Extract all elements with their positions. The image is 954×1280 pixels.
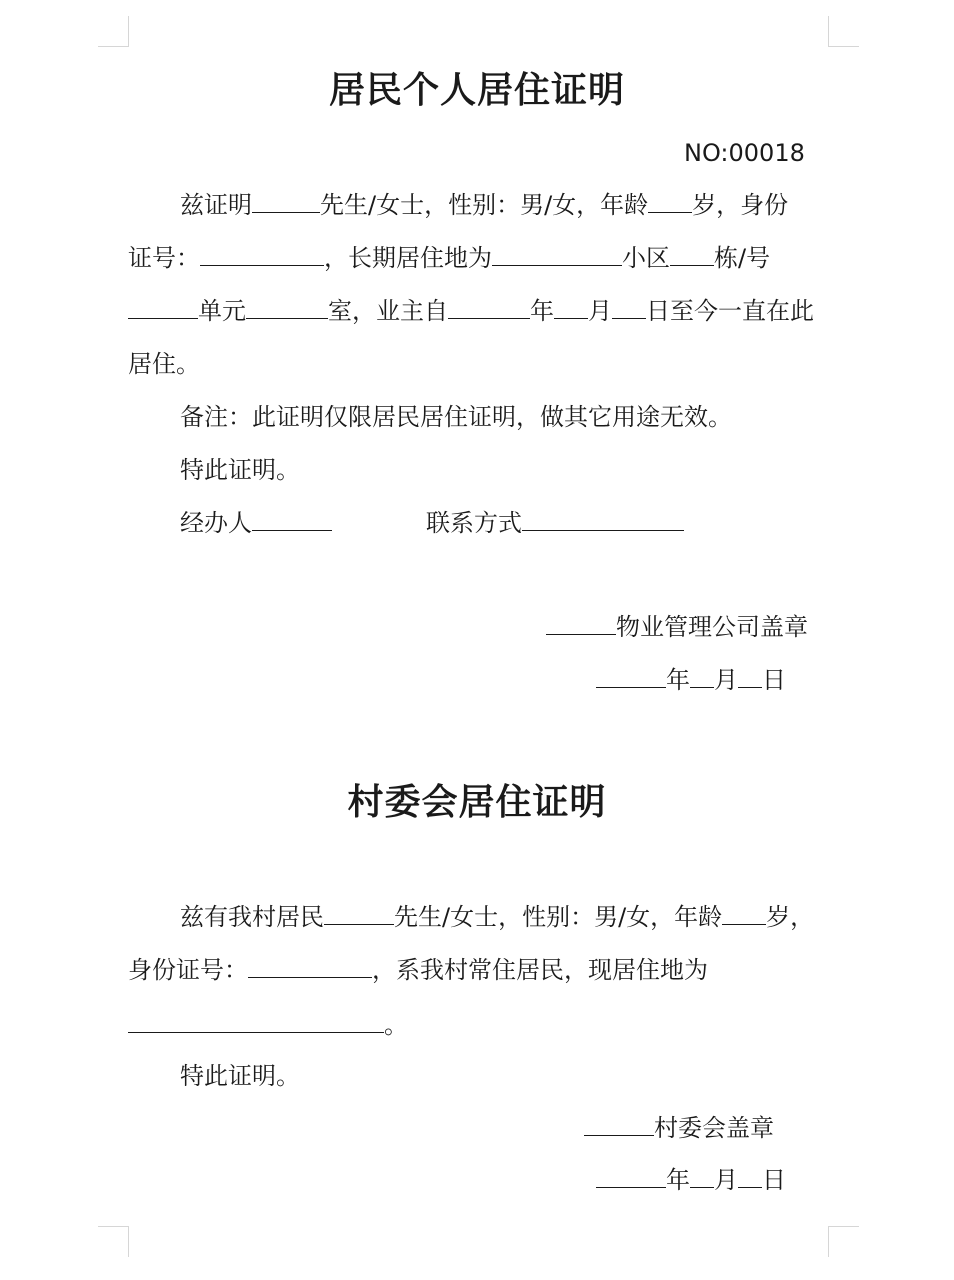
doc1-date-day-blank[interactable]: [738, 665, 762, 688]
doc2-p1-text-a: 兹有我村居民: [180, 903, 324, 931]
villager-name-blank[interactable]: [324, 902, 394, 925]
doc2-date-month-label: 月: [714, 1166, 738, 1194]
id-number-blank[interactable]: [200, 243, 324, 266]
doc1-paragraph-line-1: [180, 190, 788, 220]
doc1-p1-text-c: 岁，身份: [692, 191, 789, 219]
doc1-special-statement: 特此证明。: [180, 456, 300, 484]
doc2-date-year-label: 年: [666, 1166, 690, 1194]
doc2-date-month-blank[interactable]: [690, 1165, 714, 1188]
doc1-paragraph-line-2: [128, 243, 770, 273]
since-month-blank[interactable]: [554, 296, 588, 319]
doc2-title: 村委会居住证明: [347, 782, 607, 823]
doc1-date-month-label: 月: [714, 666, 738, 694]
doc1-p2-text-b: ，长期居住地为: [324, 244, 492, 272]
doc1-date-day-label: 日: [762, 666, 786, 694]
unit-blank[interactable]: [128, 296, 198, 319]
doc1-p3-text-c: 年: [530, 297, 554, 325]
doc2-p2-text-a: 身份证号：: [128, 956, 248, 984]
residence-blank[interactable]: [492, 243, 622, 266]
villager-address-blank[interactable]: [128, 1010, 384, 1033]
crop-mark-top-right: [828, 16, 859, 47]
doc2-p3-end: 。: [384, 1011, 408, 1039]
doc2-special-statement: 特此证明。: [180, 1062, 300, 1090]
age-blank[interactable]: [648, 190, 692, 213]
name-blank[interactable]: [252, 190, 320, 213]
doc1-number: NO:00018: [684, 139, 805, 167]
handler-label: 经办人: [180, 509, 252, 537]
doc1-p2-text-c: 小区: [622, 244, 670, 272]
doc1-p3-text-b: 室，业主自: [328, 297, 448, 325]
doc2-p2-text-b: ，系我村常住居民，现居住地为: [372, 956, 708, 984]
doc2-p1-text-b: 先生/女士，性别：男/女，年龄: [394, 903, 723, 931]
doc1-date-year-label: 年: [666, 666, 690, 694]
doc1-p1-text-b: 先生/女士，性别：男/女，年龄: [320, 191, 649, 219]
crop-mark-bottom-left: [98, 1226, 129, 1257]
doc1-date-month-blank[interactable]: [690, 665, 714, 688]
doc1-p1-text-a: 兹证明: [180, 191, 252, 219]
since-year-blank[interactable]: [448, 296, 530, 319]
handler-blank[interactable]: [252, 508, 332, 531]
doc2-seal-line: [584, 1113, 774, 1143]
crop-mark-top-left: [98, 16, 129, 47]
villager-age-blank[interactable]: [722, 902, 766, 925]
village-seal-blank[interactable]: [584, 1113, 654, 1136]
doc2-paragraph-line-1: [180, 902, 814, 932]
since-day-blank[interactable]: [612, 296, 646, 319]
contact-label: 联系方式: [426, 509, 522, 537]
doc1-p3-text-e: 日至今一直在此: [646, 297, 814, 325]
villager-id-blank[interactable]: [248, 955, 372, 978]
seal-blank[interactable]: [546, 612, 616, 635]
doc1-handler-line: [180, 508, 332, 538]
doc1-date-year-blank[interactable]: [596, 665, 666, 688]
doc2-date-day-label: 日: [762, 1166, 786, 1194]
doc2-seal-label: 村委会盖章: [654, 1114, 774, 1142]
doc1-paragraph-line-3: [128, 296, 814, 326]
doc1-paragraph-line-4: 居住。: [128, 350, 200, 378]
doc2-date-day-blank[interactable]: [738, 1165, 762, 1188]
doc2-date-line: [596, 1165, 786, 1195]
doc1-seal-line: [546, 612, 808, 642]
room-blank[interactable]: [246, 296, 328, 319]
doc1-date-line: [596, 665, 786, 695]
doc2-p1-text-c: 岁，: [766, 903, 815, 931]
doc2-date-year-blank[interactable]: [596, 1165, 666, 1188]
doc1-contact-line: [426, 508, 684, 538]
doc1-seal-label: 物业管理公司盖章: [616, 613, 808, 641]
building-blank[interactable]: [670, 243, 714, 266]
crop-mark-bottom-right: [828, 1226, 859, 1257]
doc1-p3-text-d: 月: [588, 297, 612, 325]
doc1-p2-text-a: 证号：: [128, 244, 200, 272]
contact-blank[interactable]: [522, 508, 684, 531]
doc2-paragraph-line-3: [128, 1010, 408, 1040]
doc1-title: 居民个人居住证明: [328, 70, 625, 111]
doc1-p2-text-d: 栋/号: [714, 244, 771, 272]
doc1-p3-text-a: 单元: [198, 297, 246, 325]
doc2-paragraph-line-2: [128, 955, 708, 985]
doc1-remark: 备注：此证明仅限居民居住证明，做其它用途无效。: [180, 403, 732, 431]
